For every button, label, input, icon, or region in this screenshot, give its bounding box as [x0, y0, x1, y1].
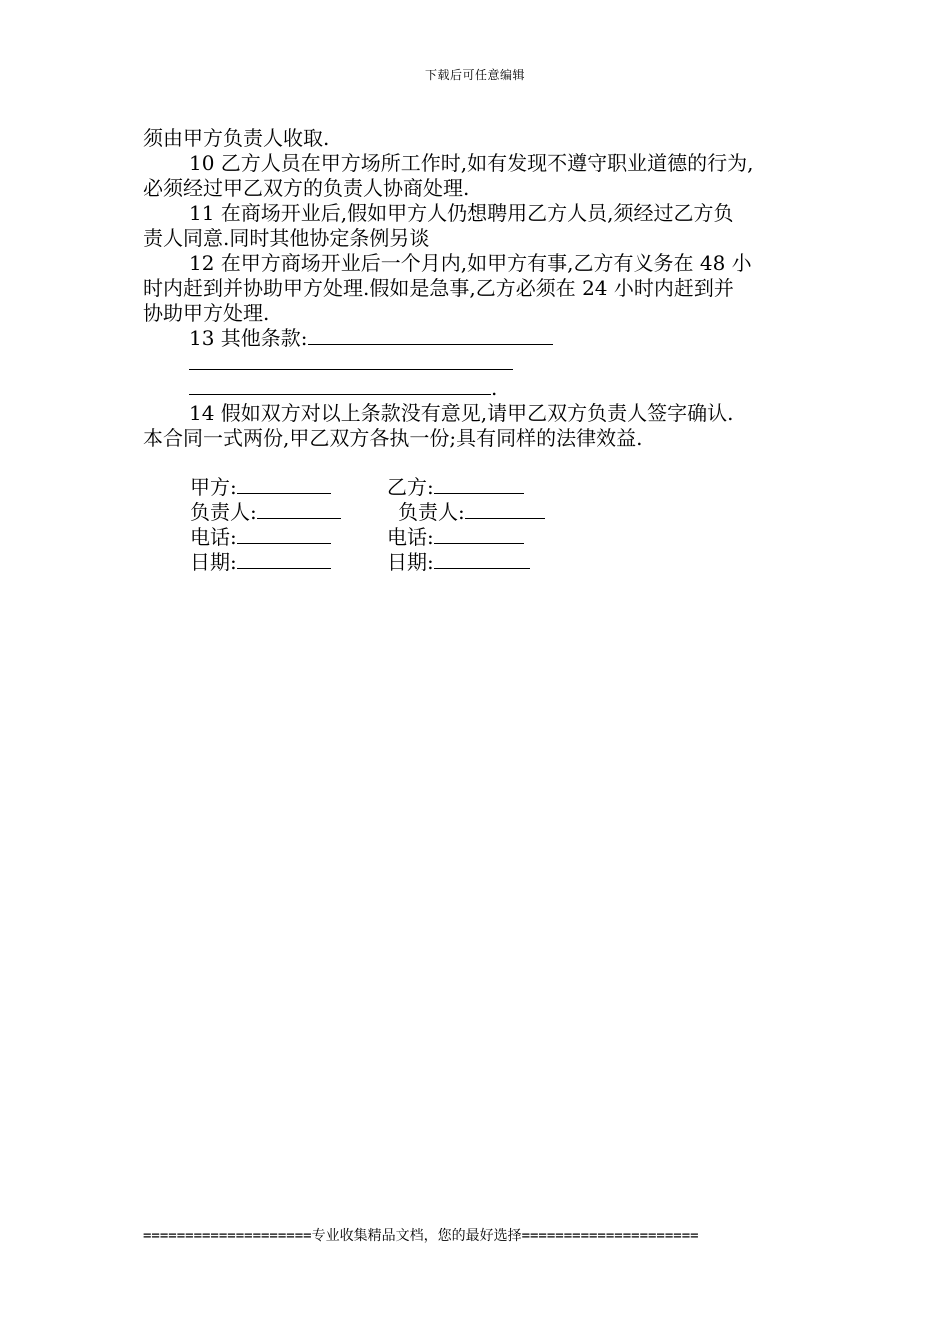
party-a-label: 甲方:	[190, 475, 237, 499]
person-a-field	[190, 500, 341, 525]
clause-10-line-2: 必须经过甲乙双方的负责人协商处理.	[143, 176, 470, 200]
clause-14-line-2: 本合同一式两份,甲乙双方各执一份;具有同样的法律效益.	[143, 426, 643, 450]
phone-b-blank	[434, 525, 524, 544]
person-b-label: 负责人:	[398, 500, 465, 524]
date-b-blank	[434, 550, 530, 569]
person-b-field	[398, 500, 545, 525]
clause-13-blank-3	[189, 376, 491, 395]
clause-13-blank-2	[189, 351, 513, 370]
date-b-field	[387, 550, 530, 575]
party-b-field	[387, 475, 524, 500]
phone-b-field	[387, 525, 524, 550]
date-a-label: 日期:	[190, 550, 237, 574]
person-a-label: 负责人:	[190, 500, 257, 524]
date-b-label: 日期:	[387, 550, 434, 574]
party-b-blank	[434, 475, 524, 494]
clause-14-line-1: 14 假如双方对以上条款没有意见,请甲乙双方负责人签字确认.	[189, 401, 734, 425]
clause-10-line-1: 10 乙方人员在甲方场所工作时,如有发现不遵守职业道德的行为,	[189, 151, 754, 175]
phone-b-label: 电话:	[387, 525, 434, 549]
party-b-label: 乙方:	[387, 475, 434, 499]
date-a-field	[190, 550, 331, 575]
party-a-field	[190, 475, 331, 500]
phone-a-field	[190, 525, 331, 550]
person-b-blank	[465, 500, 545, 519]
clause-13-line-3	[143, 376, 823, 401]
page-header: 下载后可任意编辑	[424, 68, 525, 82]
clause-12-line-1: 12 在甲方商场开业后一个月内,如甲方有事,乙方有义务在 48 小	[189, 251, 752, 275]
page-footer: ====================专业收集精品文档，您的最好选择=====================	[143, 1228, 699, 1244]
phone-a-blank	[237, 525, 331, 544]
clause-13-blank-1	[308, 326, 553, 345]
clause-13-line-2	[143, 351, 823, 376]
clause-12-line-3: 协助甲方处理.	[143, 301, 270, 325]
clause-continuation: 须由甲方负责人收取.	[143, 126, 330, 150]
clause-13-line-1	[143, 326, 823, 351]
person-a-blank	[257, 500, 341, 519]
clause-13-label: 13 其他条款:	[189, 326, 308, 350]
contract-clauses	[143, 126, 823, 451]
party-a-blank	[237, 475, 331, 494]
clause-11-line-2: 责人同意.同时其他协定条例另谈	[143, 226, 430, 250]
clause-12-line-2: 时内赶到并协助甲方处理.假如是急事,乙方必须在 24 小时内赶到并	[143, 276, 734, 300]
phone-a-label: 电话:	[190, 525, 237, 549]
clause-11-line-1: 11 在商场开业后,假如甲方人仍想聘用乙方人员,须经过乙方负	[189, 201, 734, 225]
date-a-blank	[237, 550, 331, 569]
clause-13-period: .	[491, 376, 498, 400]
